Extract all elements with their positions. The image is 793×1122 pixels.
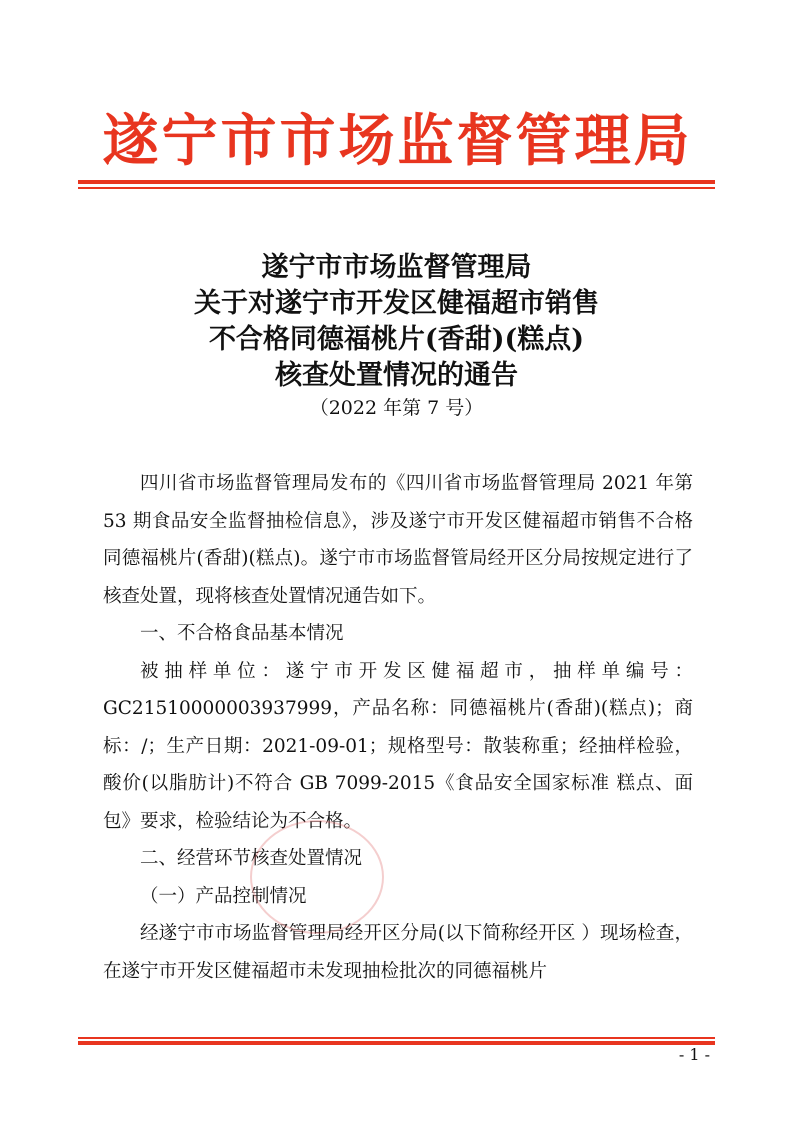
header-red-rule-thin bbox=[78, 187, 715, 189]
page-number: - 1 - bbox=[678, 1045, 710, 1064]
section-paragraph: 经遂宁市市场监督管理局经开区分局(以下简称经开区 ）现场检查，在遂宁市开发区健福超市未发现抽检批次的同德福桃片 bbox=[103, 923, 693, 982]
header-red-rule-thick bbox=[78, 180, 715, 184]
document-number: （2022 年第 7 号） bbox=[309, 397, 484, 419]
title-line: 遂宁市市场监督管理局 bbox=[261, 252, 532, 283]
body-text bbox=[103, 465, 693, 990]
subsection-heading: （一）产品控制情况 bbox=[140, 885, 307, 907]
title-line: 核查处置情况的通告 bbox=[275, 360, 518, 391]
section-paragraph: 被抽样单位：遂宁市开发区健福超市，抽样单编号：GC21510000003937999，产品名称：同德福桃片(香甜)(糕点)；商标：/；生产日期：2021-09-01；规格型号：散装称重；经抽样检验，酸价(以脂肪计)不符合 GB 7099-2015《食品安全国家标准 糕点、面包》要求，检验结论为不合格。 bbox=[103, 660, 693, 832]
agency-header: 遂宁市市场监督管理局 bbox=[102, 108, 693, 174]
title-line: 关于对遂宁市开发区健福超市销售 bbox=[194, 288, 599, 319]
section-heading: 二、经营环节核查处置情况 bbox=[140, 848, 363, 869]
section-heading: 一、不合格食品基本情况 bbox=[140, 623, 344, 644]
footer-red-rule-thick bbox=[78, 1041, 715, 1045]
title-line: 不合格同德福桃片(香甜)(糕点) bbox=[208, 324, 585, 355]
intro-paragraph: 四川省市场监督管理局发布的《四川省市场监督管理局 2021 年第 53 期食品安全监督抽检信息》，涉及遂宁市开发区健福超市销售不合格同德福桃片(香甜)(糕点)。遂宁市市场监督管局经开区分局按规定进行了核查处置，现将核查处置情况通告如下。 bbox=[103, 473, 693, 607]
footer-red-rule-thin bbox=[78, 1037, 715, 1039]
document-title bbox=[78, 250, 715, 394]
